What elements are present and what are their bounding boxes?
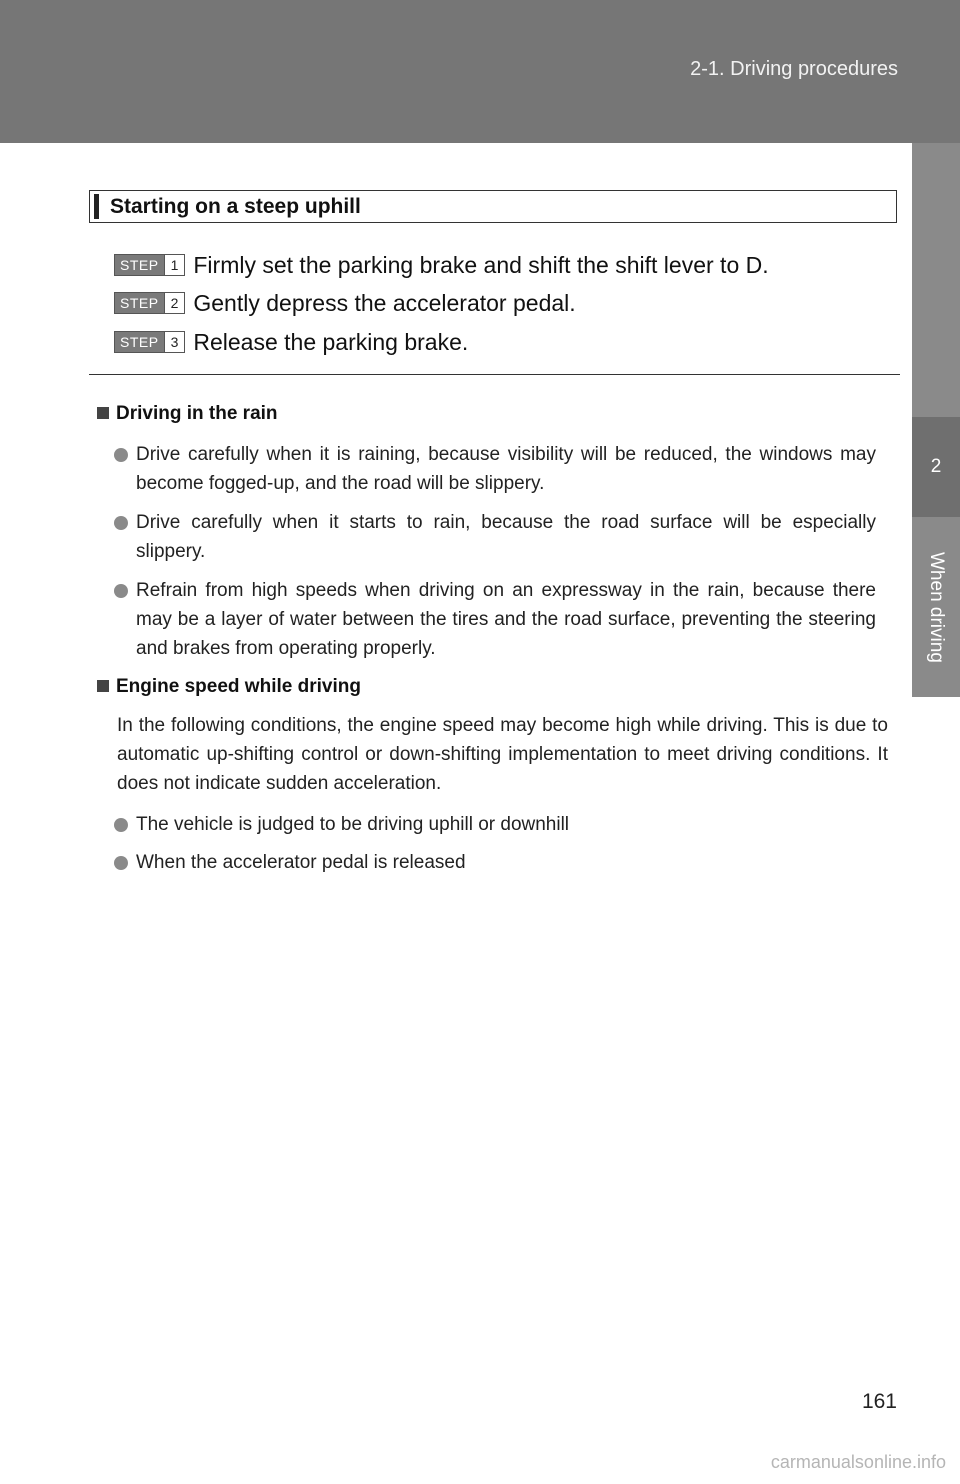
list-item-text: When the accelerator pedal is released <box>136 852 466 873</box>
list-item <box>112 848 876 877</box>
step-row <box>114 329 468 355</box>
step-row <box>114 252 769 278</box>
chapter-number: 2 <box>930 456 942 477</box>
step-text: Gently depress the accelerator pedal. <box>193 289 576 316</box>
square-bullet-icon <box>97 407 109 419</box>
circle-bullet-icon <box>114 516 128 530</box>
step-text: Firmly set the parking brake and shift the shift lever to D. <box>193 251 769 278</box>
step-label: STEP <box>115 293 164 313</box>
step-badge <box>114 254 185 276</box>
subheading-rain <box>97 403 278 425</box>
watermark: carmanualsonline.info <box>770 1452 946 1472</box>
chapter-label-tab[interactable] <box>912 517 960 697</box>
heading-bar <box>94 194 99 219</box>
step-number: 2 <box>164 293 185 313</box>
side-tab-upper <box>912 143 960 417</box>
step-badge <box>114 292 185 314</box>
subheading-text: Engine speed while driving <box>116 676 361 697</box>
square-bullet-icon <box>97 680 109 692</box>
step-label: STEP <box>115 332 164 352</box>
subheading-text: Driving in the rain <box>116 403 278 424</box>
engine-paragraph: In the following conditions, the engine speed may become high while driving. This is due to automatic up-shifting control or down-shifting implementation to meet driving conditions. It does not indicate sudden acceleration. <box>117 715 888 794</box>
section-heading-box <box>89 190 897 223</box>
chapter-label: When driving <box>926 551 947 663</box>
list-item-text: Drive carefully when it starts to rain, because the road surface will be especially slippery. <box>136 512 876 562</box>
chapter-number-tab[interactable] <box>912 417 960 517</box>
list-item-text: The vehicle is judged to be driving uphill or downhill <box>136 814 570 835</box>
list-item-text: Drive carefully when it is raining, because visibility will be reduced, the windows may become fogged-up, and the road will be slippery. <box>136 444 876 494</box>
step-label: STEP <box>115 255 164 275</box>
list-item <box>112 440 876 498</box>
step-number: 1 <box>164 255 185 275</box>
subheading-engine <box>97 676 361 698</box>
circle-bullet-icon <box>114 856 128 870</box>
step-row <box>114 290 576 316</box>
list-item <box>112 810 876 839</box>
step-text: Release the parking brake. <box>193 328 469 355</box>
list-item <box>112 576 876 663</box>
list-item-text: Refrain from high speeds when driving on an expressway in the rain, because there may be a layer of water between the tires and the road surface, preventing the steering and brakes from operating properly. <box>136 580 876 659</box>
section-title: 2-1. Driving procedures <box>690 58 898 80</box>
section-heading: Starting on a steep uphill <box>110 195 361 218</box>
step-number: 3 <box>164 332 185 352</box>
divider <box>89 374 900 375</box>
circle-bullet-icon <box>114 818 128 832</box>
header-band <box>0 0 960 143</box>
page-number: 161 <box>861 1390 897 1413</box>
step-badge <box>114 331 185 353</box>
circle-bullet-icon <box>114 584 128 598</box>
circle-bullet-icon <box>114 448 128 462</box>
list-item <box>112 508 876 566</box>
